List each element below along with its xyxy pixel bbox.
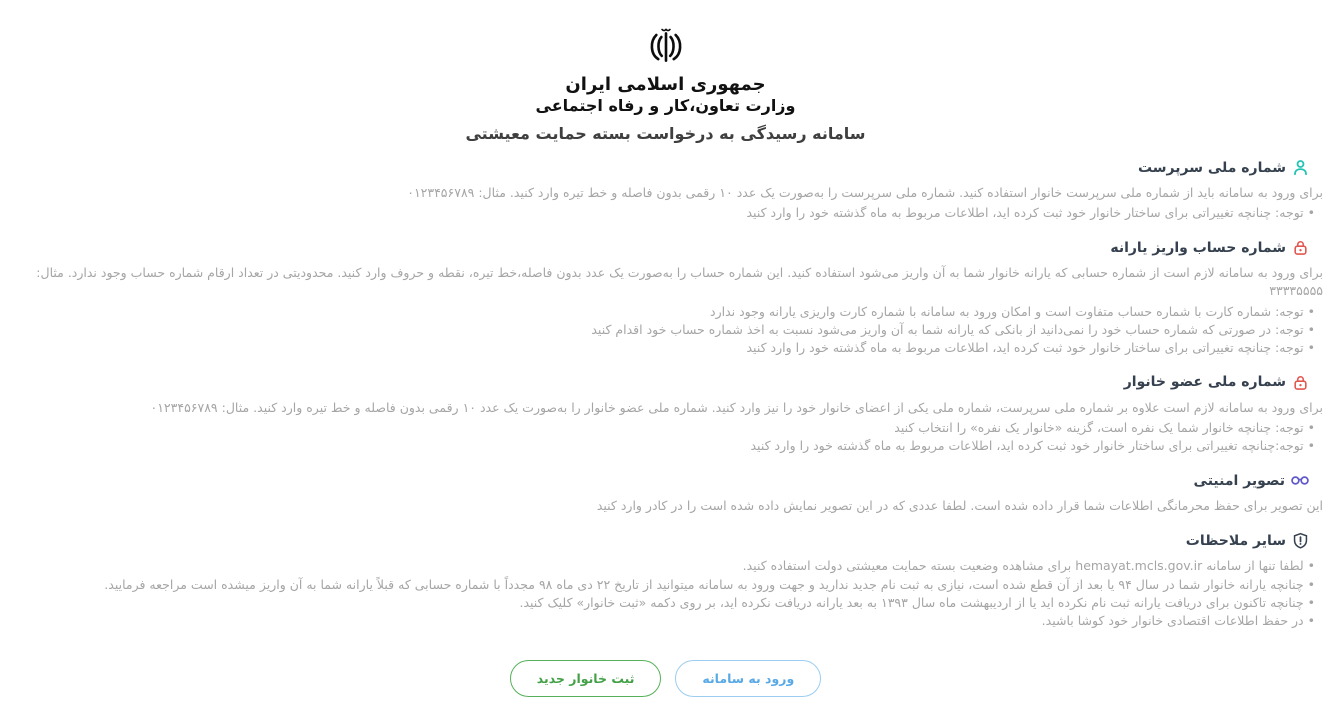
- section-title: سایر ملاحظات: [1185, 532, 1286, 549]
- login-button[interactable]: ورود به سامانه: [675, 660, 821, 697]
- bullet-item: • لطفا تنها از سامانه hemayat.mcls.gov.ir برای مشاهده وضعیت بسته حمایت معیشتی دولت استفاده کنید.: [8, 557, 1315, 575]
- section-header: [8, 239, 1309, 256]
- bullet-item: • توجه: چنانچه تغییراتی برای ساختار خانوار خود ثبت کرده اید، اطلاعات مربوط به ماه گذشته خود را وارد کنید: [8, 204, 1315, 222]
- section-title: شماره حساب واریز یارانه: [1110, 239, 1286, 256]
- section-paragraph: برای ورود به سامانه باید از شماره ملی سرپرست خانوار استفاده کنید. شماره ملی سرپرست را به‌صورت یک عدد ۱۰ رقمی بدون فاصله و خط تیره وارد کنید. مثال: ۰۱۲۳۴۵۶۷۸۹: [407, 185, 1323, 200]
- bullet-item: • توجه: چنانچه خانوار شما یک نفره است، گزینه «خانوار یک نفره» را انتخاب کنید: [8, 419, 1315, 437]
- bullet-item: • توجه: در صورتی که شماره حساب خود را نمی‌دانید از بانکی که یارانه شما به آن واریز می‌شود نسبت به اخذ شماره حساب خود اقدام کنید: [8, 321, 1315, 339]
- bullet-list: [8, 303, 1315, 357]
- government-name: جمهوری اسلامی ایران: [565, 74, 766, 95]
- section-title: شماره ملی سرپرست: [1137, 159, 1286, 176]
- content: [8, 159, 1323, 630]
- iran-emblem-icon: [643, 26, 689, 68]
- section-header: [8, 472, 1309, 489]
- bullet-item: • توجه:چنانچه تغییراتی برای ساختار خانوار خود ثبت کرده اید، اطلاعات مربوط به ماه گذشته خود را وارد کنید: [8, 437, 1315, 455]
- bullet-item: • چنانچه یارانه خانوار شما در سال ۹۴ یا بعد از آن قطع شده است، نیازی به ثبت نام جدید ندارید و جهت ورود به سامانه میتوانید از تاریخ ۲۲ دی ماه ۹۸ مجدداً با شماره حسابی که قبلاً یارانه شما به آن واریز میشده است مراجعه فرمایید.: [8, 576, 1315, 594]
- lock-icon: [1292, 374, 1309, 391]
- section-paragraph: برای ورود به سامانه لازم است علاوه بر شماره ملی سرپرست، شماره ملی یکی از اعضای خانوار خود را نیز وارد کنید. شماره ملی عضو خانوار را به‌صورت یک عدد ۱۰ رقمی بدون فاصله و خط تیره وارد کنید. مثال: ۰۱۲۳۴۵۶۷۸۹: [150, 399, 1323, 415]
- action-buttons: [8, 660, 1323, 697]
- bullet-list: [8, 419, 1315, 455]
- section-head-national-id: [8, 159, 1323, 222]
- section-title: تصویر امنیتی: [1193, 472, 1285, 489]
- section-header: [8, 374, 1309, 391]
- person-icon: [1292, 159, 1309, 176]
- section-member-national-id: [8, 374, 1323, 455]
- section-paragraph: این تصویر برای حفظ محرمانگی اطلاعات شما قرار داده شده است. لطفا عددی که در این تصویر نمایش داده شده است را در کادر وارد کنید: [596, 498, 1323, 514]
- register-household-button[interactable]: ثبت خانوار جدید: [510, 660, 662, 697]
- bullet-list: [8, 557, 1315, 630]
- bullet-list: [8, 204, 1315, 222]
- section-paragraph: برای ورود به سامانه لازم است از شماره حسابی که یارانه خانوار شما به آن واریز می‌شود استفاده کنید. این شماره حساب را به‌صورت یک عدد بدون فاصله،خط تیره، نقطه و حروف وارد کنید. محدودیتی در تعداد ارقام شماره حساب وجود ندارد. مثال: ۳۳۳۳۵۵۵۵: [36, 265, 1323, 299]
- bullet-item: • چنانچه تاکنون برای دریافت یارانه ثبت نام نکرده اید یا از اردیبهشت ماه سال ۱۳۹۳ به بعد یارانه دریافت نکرده اید، بر روی دکمه «ثبت خانوار» کلیک کنید.: [8, 594, 1315, 612]
- bullet-item: • در حفظ اطلاعات اقتصادی خانوار خود کوشا باشید.: [8, 612, 1315, 630]
- page-title: سامانه رسیدگی به درخواست بسته حمایت معیشتی: [465, 124, 866, 143]
- bullet-item: • توجه: چنانچه تغییراتی برای ساختار خانوار خود ثبت کرده اید، اطلاعات مربوط به ماه گذشته خود را وارد کنید: [8, 339, 1315, 357]
- header: [8, 26, 1323, 143]
- shield-exclamation-icon: [1292, 532, 1309, 549]
- section-other-notes: [8, 532, 1323, 630]
- section-header: [8, 159, 1309, 176]
- bullet-item: • توجه: شماره کارت با شماره حساب متفاوت است و امکان ورود به سامانه با شماره کارت واریزی یارانه وجود ندارد: [8, 303, 1315, 321]
- section-header: [8, 532, 1309, 549]
- section-captcha-info: [8, 472, 1323, 515]
- section-title: شماره ملی عضو خانوار: [1123, 374, 1286, 391]
- ministry-name: وزارت تعاون،کار و رفاه اجتماعی: [535, 96, 796, 115]
- lock-icon: [1292, 239, 1309, 256]
- glasses-icon: [1291, 472, 1309, 489]
- section-deposit-account: [8, 239, 1323, 357]
